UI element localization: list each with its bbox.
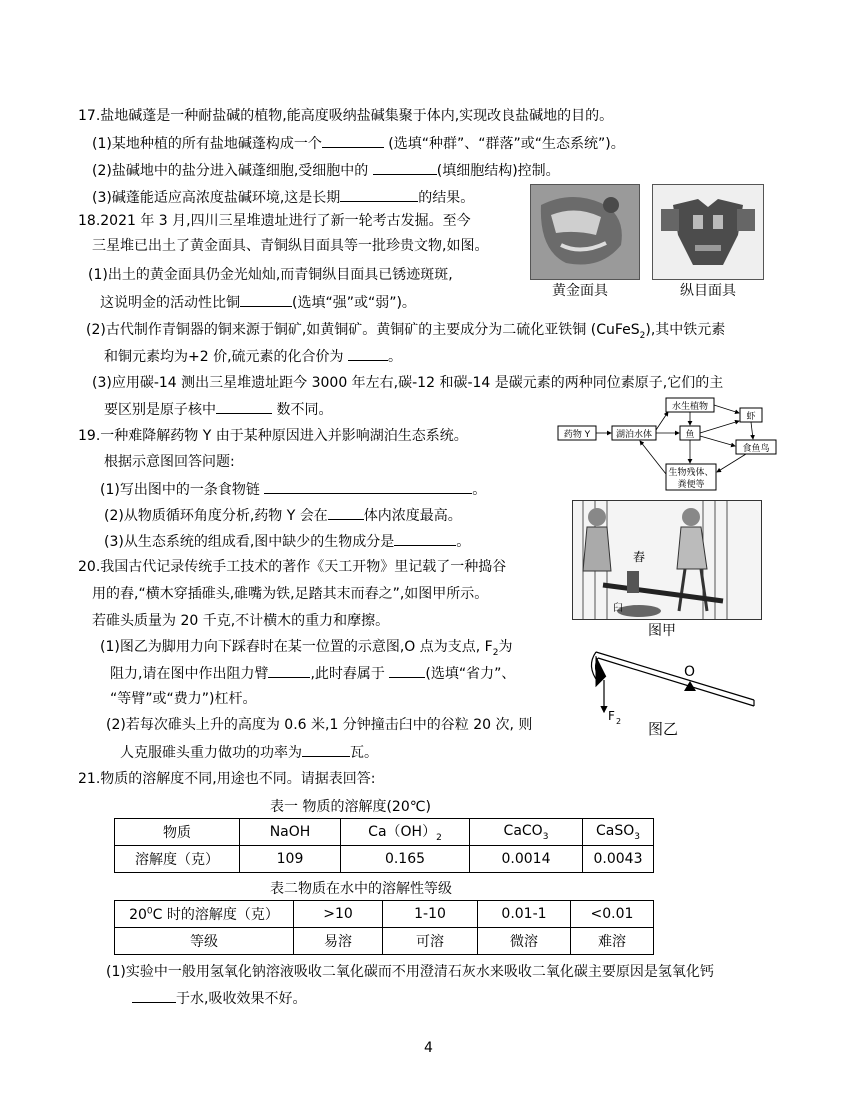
q20-part2-line2 <box>120 742 378 763</box>
table-row <box>115 928 654 955</box>
q21-p1-text-a: (1)实验中一般用氢氧化钠溶液吸收二氧化碳而不用澄清石灰水来吸收二氧化碳主要原因是氢氧化钙 <box>106 964 714 980</box>
table-cell: NaOH <box>240 819 341 846</box>
cell-text: 20 <box>129 907 147 923</box>
q18-p2-text-c: 和铜元素均为+2 价,硫元素的化合价为 <box>104 349 348 365</box>
subscript: 2 <box>492 647 499 658</box>
q18-p1-text-b: 这说明金的活动性比铜 <box>100 295 240 311</box>
answer-blank[interactable] <box>302 742 350 757</box>
q17-p3-text-b: 的结果。 <box>418 190 475 206</box>
subscript: 3 <box>542 831 549 842</box>
q19-part1 <box>100 479 486 500</box>
q20-p1-text-f: “等臂”或“费力”)杠杆。 <box>110 691 257 707</box>
superscript: 0 <box>146 906 153 917</box>
q20-p1-text-d: ,此时舂属于 <box>310 666 390 682</box>
bronze-mask-image <box>652 184 764 280</box>
bronze-mask-drawing <box>653 185 763 279</box>
figure-a-image <box>572 500 762 620</box>
pivot-label: O <box>684 664 696 680</box>
ecosystem-diagram <box>556 394 784 492</box>
q18-p1-text-a: (1)出土的黄金面具仍金光灿灿,而青铜纵目面具已锈迹斑斑, <box>88 267 453 283</box>
q17-p2-text-b: (填细胞结构)控制。 <box>436 163 560 179</box>
q19-p2-text-b: 体内浓度最高。 <box>363 508 462 524</box>
q19-p2-text-a: (2)从物质循环角度分析,药物 Y 会在 <box>104 508 328 524</box>
q20-p1-text-a: (1)图乙为脚用力向下踩舂时在某一位置的示意图,O 点为支点, F <box>100 639 493 655</box>
bronze-mask-caption: 纵目面具 <box>680 283 736 299</box>
cell-text: C 时的溶解度（克） <box>152 907 279 923</box>
answer-blank[interactable] <box>132 988 176 1003</box>
table-cell: 可溶 <box>383 928 478 955</box>
page-number: 4 <box>424 1040 433 1056</box>
answer-blank[interactable] <box>389 663 425 678</box>
diagram-label-remains-1: 生物残体、 <box>668 468 714 478</box>
answer-blank[interactable] <box>322 133 384 148</box>
q19-stem-2: 根据示意图回答问题: <box>104 454 235 470</box>
answer-blank[interactable] <box>268 663 310 678</box>
q18-part2-line2 <box>104 346 402 367</box>
q20-part1 <box>100 637 512 663</box>
q17-part2 <box>92 160 560 181</box>
table-1 <box>114 818 654 873</box>
q20-p2-text-a: (2)若每次碓头上升的高度为 0.6 米,1 分钟撞击臼中的谷粒 20 次, 则 <box>106 717 533 733</box>
q20-stem-1: 20.我国古代记录传统手工技术的著作《天工开物》里记载了一种捣谷 <box>78 559 507 575</box>
diagram-label-remains-2: 粪便等 <box>677 480 705 490</box>
diagram-label-bird: 食鱼鸟 <box>742 444 770 454</box>
figure-a-char-2: 臼 <box>613 603 623 614</box>
table-cell: 0.01-1 <box>478 901 571 928</box>
q17-stem: 17.盐地碱蓬是一种耐盐碱的植物,能高度吸纳盐碱集聚于体内,实现改良盐碱地的目的。 <box>78 108 614 124</box>
figure-a-caption: 图甲 <box>648 623 676 639</box>
answer-blank[interactable] <box>328 505 364 520</box>
q18-stem-1: 18.2021 年 3 月,四川三星堆遗址进行了新一轮考古发掘。至今 <box>78 213 471 229</box>
q20-p1-text-e: (选填“省力”、 <box>425 666 516 682</box>
q20-p2-text-b: 人克服碓头重力做功的功率为 <box>120 745 302 761</box>
subscript: 3 <box>634 831 640 842</box>
q17-p2-text-a: (2)盐碱地中的盐分进入碱蓬细胞,受细胞中的 <box>92 163 373 179</box>
figure-a-drawing <box>573 501 761 619</box>
q18-p3-text-a: (3)应用碳-14 测出三星堆遗址距今 3000 年左右,碳-12 和碳-14 是碳元素的两种同位素原子,它们的主 <box>92 375 724 391</box>
q18-p3-text-c: 数不同。 <box>272 402 333 418</box>
figure-a-char: 舂 <box>633 550 646 564</box>
table-cell: 易溶 <box>294 928 383 955</box>
diagram-label-fish: 鱼 <box>685 430 695 440</box>
q19-part3 <box>104 531 470 552</box>
q18-part1-line2 <box>100 292 416 313</box>
q19-p1-text-a: (1)写出图中的一条食物链 <box>100 482 265 498</box>
table-row <box>115 819 654 846</box>
q17-part1 <box>92 133 625 154</box>
q18-stem-2: 三星堆已出土了黄金面具、青铜纵目面具等一批珍贵文物,如图。 <box>92 238 489 254</box>
table-2-title: 表二物质在水中的溶解性等级 <box>270 881 452 897</box>
table-cell: 0.0043 <box>583 846 654 873</box>
q20-p1-text-b: 为 <box>498 639 513 655</box>
q19-p3-text-b: 。 <box>456 534 471 550</box>
diagram-label-drug: 药物 Y <box>563 430 591 440</box>
table-cell: 难溶 <box>571 928 654 955</box>
force-label-subscript: 2 <box>616 717 622 726</box>
q20-stem-2: 用的舂,“横木穿插碓头,碓嘴为铁,足踏其末而舂之”,如图甲所示。 <box>92 586 489 602</box>
diagram-label-plant: 水生植物 <box>671 402 709 412</box>
gold-mask-caption: 黄金面具 <box>552 283 608 299</box>
q17-part3 <box>92 187 474 208</box>
table-cell <box>583 819 654 846</box>
table-cell: 1-10 <box>383 901 478 928</box>
table-1-title: 表一 物质的溶解度(20℃) <box>270 799 431 815</box>
q21-part1-line2 <box>132 988 306 1009</box>
q20-p2-text-c: 瓦。 <box>350 745 378 761</box>
cell-text: Ca（OH） <box>368 824 437 841</box>
table-cell: <0.01 <box>571 901 654 928</box>
q18-p2-text-a: (2)古代制作青铜器的铜来源于铜矿,如黄铜矿。黄铜矿的主要成分为二硫化亚铁铜 (CuFeS <box>86 322 640 338</box>
q19-stem: 19.一种难降解药物 Y 由于某种原因进入并影响湖泊生态系统。 <box>78 428 468 444</box>
figure-b-caption: 图乙 <box>648 720 679 738</box>
subscript: 2 <box>639 330 646 341</box>
force-label: F <box>608 709 615 723</box>
table-2 <box>114 900 654 955</box>
answer-blank[interactable] <box>216 399 272 414</box>
table-cell: 物质 <box>115 819 240 846</box>
q20-part1-line2 <box>110 663 515 684</box>
answer-blank[interactable] <box>340 187 418 202</box>
q19-p1-text-b: 。 <box>472 482 487 498</box>
cell-text: CaSO <box>596 822 635 839</box>
table-cell: >10 <box>294 901 383 928</box>
q18-part2 <box>86 320 725 346</box>
q20-stem-3: 若碓头质量为 20 千克,不计横木的重力和摩擦。 <box>92 613 390 629</box>
table-cell <box>470 819 583 846</box>
table-row <box>115 846 654 873</box>
q18-p2-text-d: 。 <box>388 349 402 365</box>
q21-p1-text-b: 于水,吸收效果不好。 <box>176 991 307 1007</box>
table-cell: 微溶 <box>478 928 571 955</box>
q18-p2-text-b: ),其中铁元素 <box>645 322 726 338</box>
q17-p1-text-b: (选填“种群”、“群落”或“生态系统”)。 <box>383 136 625 152</box>
answer-blank[interactable] <box>348 346 388 361</box>
table-row <box>115 901 654 928</box>
q19-p3-text-a: (3)从生态系统的组成看,图中缺少的生物成分是 <box>104 534 395 550</box>
table-cell: 109 <box>240 846 341 873</box>
answer-blank[interactable] <box>373 160 437 175</box>
q21-stem: 21.物质的溶解度不同,用途也不同。请据表回答: <box>78 771 376 787</box>
answer-blank[interactable] <box>240 292 292 307</box>
q17-p3-text-a: (3)碱蓬能适应高浓度盐碱环境,这是长期 <box>92 190 341 206</box>
diagram-label-shrimp: 虾 <box>746 412 756 422</box>
q17-p1-text-a: (1)某地种植的所有盐地碱蓬构成一个 <box>92 136 322 152</box>
q18-p3-text-b: 要区别是原子核中 <box>104 402 216 418</box>
q19-part2 <box>104 505 462 526</box>
table-cell <box>341 819 470 846</box>
answer-blank[interactable] <box>394 531 456 546</box>
table-cell: 0.165 <box>341 846 470 873</box>
cell-text: CaCO <box>503 822 543 839</box>
table-cell: 溶解度（克） <box>115 846 240 873</box>
table-cell: 0.0014 <box>470 846 583 873</box>
q18-p1-text-c: (选填“强”或“弱”)。 <box>292 295 416 311</box>
gold-mask-drawing <box>531 185 639 279</box>
subscript: 2 <box>436 832 442 843</box>
q20-p1-text-c: 阻力,请在图中作出阻力臂 <box>110 666 269 682</box>
table-cell: 等级 <box>115 928 294 955</box>
gold-mask-image <box>530 184 640 280</box>
table-cell <box>115 901 294 928</box>
diagram-label-water: 湖泊水体 <box>615 430 653 440</box>
q18-part3-line2 <box>104 399 332 420</box>
answer-blank[interactable] <box>264 479 472 494</box>
